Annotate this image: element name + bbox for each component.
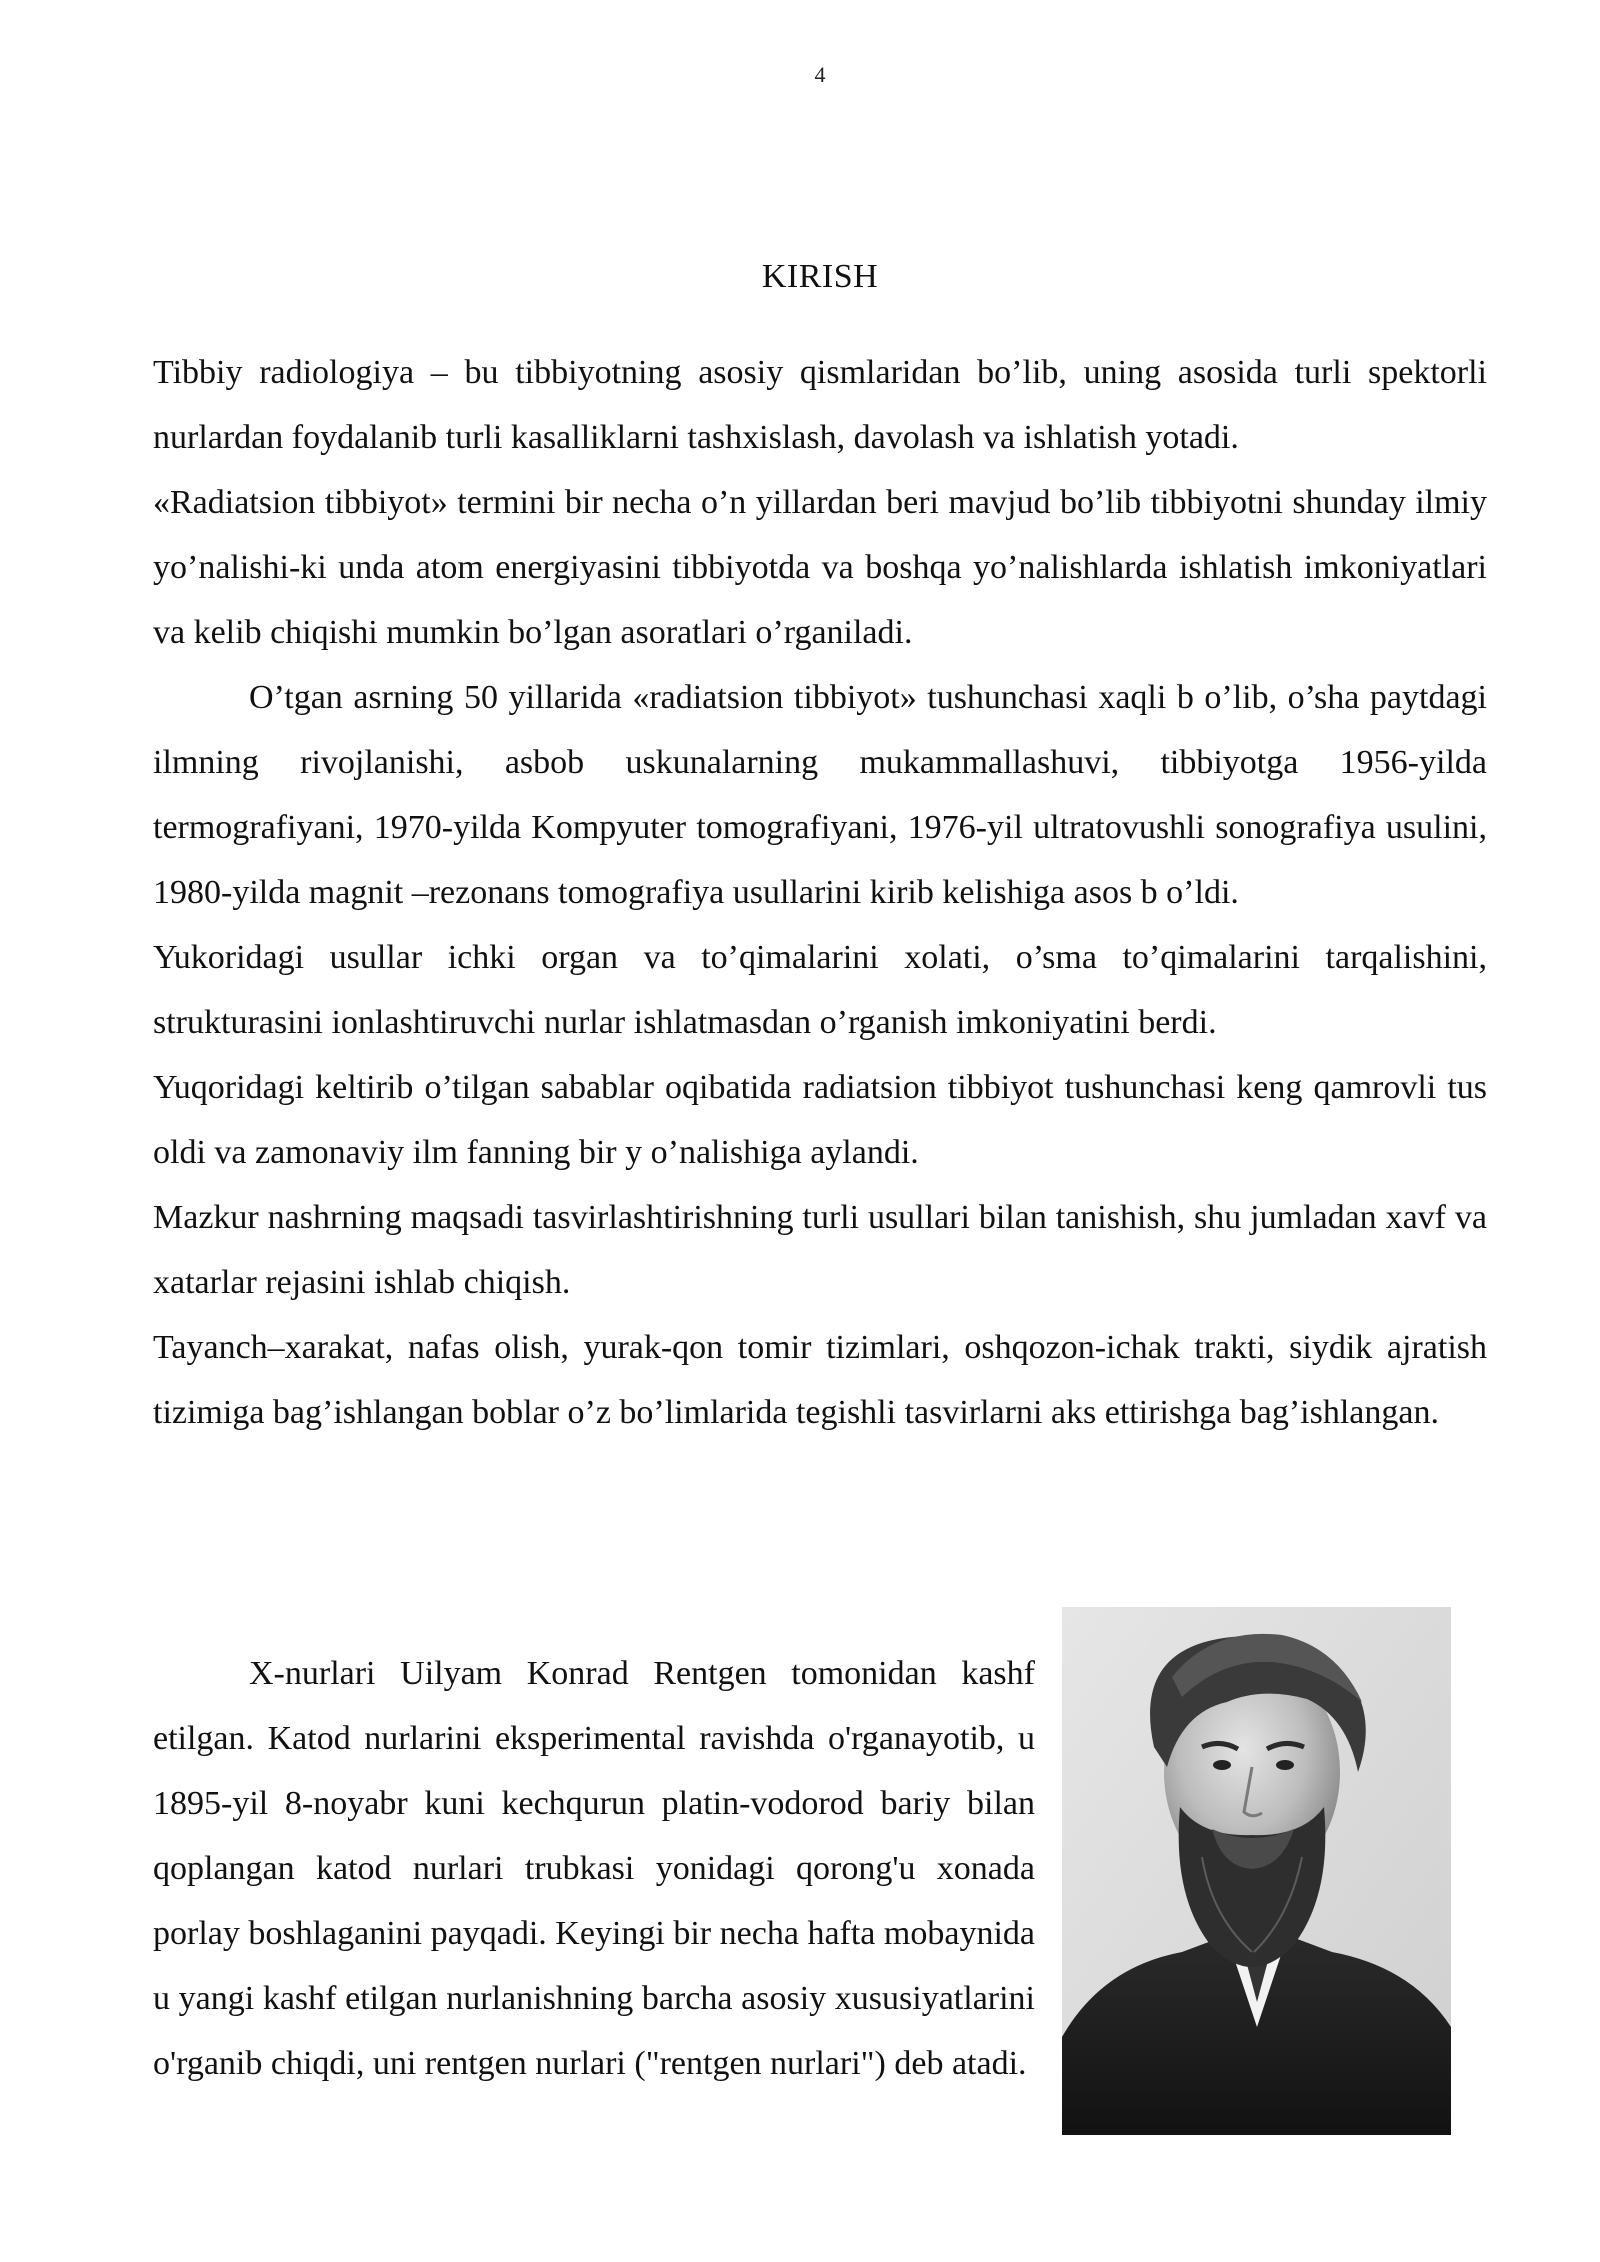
paragraph-4: Yukoridagi usullar ichki organ va to’qimalarini xolati, o’sma to’qimalarini tarqalishini, strukturasini ionlashtiruvchi nurlar ishlatmasdan o’rganish imkoniyatini berdi. — [153, 939, 1487, 1041]
paragraph-2: «Radiatsion tibbiyot» termini bir necha o’n yillardan beri mavjud bo’lib tibbiyotni shunday ilmiy yo’nalishi-ki unda atom energiyasini tibbiyotda va boshqa yo’nalishlarda ishlatish imkoniyatlari va kelib chiqishi mumkin bo’lgan asoratlari o’rganiladi. — [153, 484, 1487, 651]
paragraph-7: Tayanch–xarakat, nafas olish, yurak-qon tomir tizimlari, oshqozon-ichak trakti, siydik ajratish tizimiga bag’ishlangan boblar o’z bo’limlarida tegishli tasvirlarni aks ettirishga bag’ishlangan. — [153, 1329, 1487, 1431]
paragraph-5: Yuqoridagi keltirib o’tilgan sabablar oqibatida radiatsion tibbiyot tushunchasi keng qamrovli tus oldi va zamonaviy ilm fanning bir y o’nalishiga aylandi. — [153, 1069, 1487, 1171]
paragraph-6: Mazkur nashrning maqsadi tasvirlashtirishning turli usullari bilan tanishish, shu jumladan xavf va xatarlar rejasini ishlab chiqish. — [153, 1199, 1487, 1301]
body-text — [153, 340, 1487, 1445]
rentgen-portrait — [1062, 1607, 1451, 2135]
page-number: 4 — [814, 62, 826, 87]
paragraph-3: O’tgan asrning 50 yillarida «radiatsion tibbiyot» tushunchasi xaqli b o’lib, o’sha paytdagi ilmning rivojlanishi, asbob uskunalarning mukammallashuvi, tibbiyotga 1956-yilda termografiyani, 1970-yilda Kompyuter tomografiyani, 1976-yil ultratovushli sonografiya usulini, 1980-yilda magnit –rezonans tomografiya usullarini kirib kelishiga asos b o’ldi. — [153, 679, 1487, 911]
section-heading: KIRISH — [761, 258, 879, 295]
paragraph-1: Tibbiy radiologiya – bu tibbiyotning asosiy qismlaridan bo’lib, uning asosida turli spektorli nurlardan foydalanib turli kasalliklarni tashxislash, davolash va ishlatish yotadi. — [153, 354, 1487, 456]
rentgen-paragraph: X-nurlari Uilyam Konrad Rentgen tomonidan kashf etilgan. Katod nurlarini eksperimental ravishda o'rganayotib, u 1895-yil 8-noyabr kuni kechqurun platin-vodorod bariy bilan qoplangan katod nurlari trubkasi yonidagi qorong'u xonada porlay boshlaganini payqadi. Keyingi bir necha hafta mobaynida u yangi kashf etilgan nurlanishning barcha asosiy xususiyatlarini o'rganib chiqdi, uni rentgen nurlari ("rentgen nurlari") deb atadi. — [153, 1655, 1035, 2082]
